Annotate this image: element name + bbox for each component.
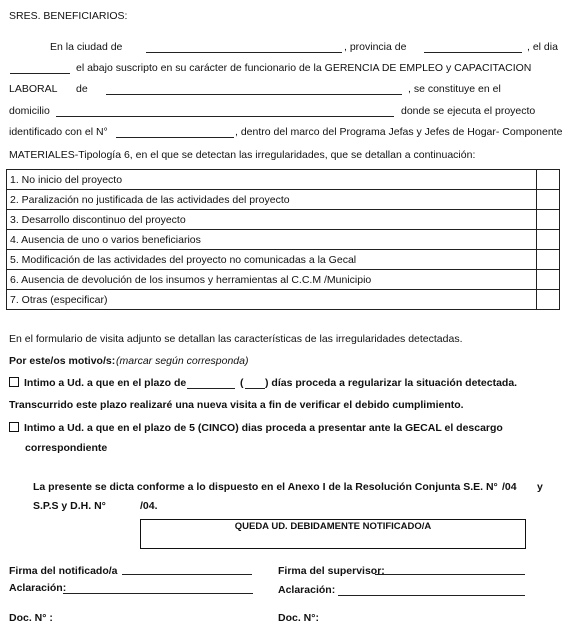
follow-up-text: Transcurrido este plazo realizaré una nueva visita a fin de verificar el debido cumplimiento. [9,399,464,411]
option-regularize-text: Intimo a Ud. a que en el plazo de [24,377,187,389]
table-row [7,250,560,270]
irregularity-checkbox[interactable] [537,210,560,230]
table-row [7,230,560,250]
irregularity-label: 5. Modificación de las actividades del proyecto no comunicadas a la Gecal [7,250,537,270]
notice-text: QUEDA UD. DEBIDAMENTE NOTIFICADO/A [234,521,432,532]
option-discharge-text: Intimo a Ud. a que en el plazo de 5 (CINCO) dias proceda a presentar ante la GECAL el descargo [24,422,503,434]
reason-hint: (marcar según corresponda) [116,355,249,367]
reason-label: Por este/os motivo/s: [9,355,116,367]
irregularity-checkbox[interactable] [537,170,560,190]
intro-id-label: identificado con el N° [9,126,108,138]
greeting: SRES. BENEFICIARIOS: [9,10,128,22]
supervisor-clarification-label: Aclaración: [278,584,336,596]
intro-city-label: En la ciudad de [50,41,123,53]
option-regularize-tail: ) días proceda a regularizar la situación detectada. [265,377,518,389]
table-row [7,210,560,230]
resolution-year: /04 [502,481,517,493]
intro-constitutes-label: , se constituye en el [408,83,501,95]
option-discharge-line2: correspondiente [25,442,108,454]
irregularity-label: 6. Ausencia de devolución de los insumos y herramientas al C.C.M /Municipio [7,270,537,290]
notified-clarification-field[interactable] [63,593,253,594]
intro-day-label: , el dia [527,41,558,53]
days-words-field[interactable] [245,388,265,389]
irregularity-label: 7. Otras (especificar) [7,290,537,310]
intro-province-label: , provincia de [344,41,407,53]
supervisor-signature-label: Firma del supervisor: [278,565,385,577]
intro-address-label: domicilio [9,105,50,117]
option-discharge [9,422,503,435]
notified-clarification-label: Aclaración: [9,582,67,594]
irregularity-label: 4. Ausencia de uno o varios beneficiarios [7,230,537,250]
option-discharge-checkbox[interactable] [9,422,19,432]
resolution-sps-year: /04. [140,500,158,512]
irregularity-label: 1. No inicio del proyecto [7,170,537,190]
notice-box [140,519,526,549]
date-field[interactable] [10,73,70,74]
address-field[interactable] [56,116,394,117]
irregularity-label: 2. Paralización no justificada de las actividades del proyecto [7,190,537,210]
resolution-text: La presente se dicta conforme a lo dispuesto en el Anexo I de la Resolución Conjunta S.E. N° [33,481,498,493]
official-name-field[interactable] [106,94,402,95]
notified-doc-label: Doc. N° : [9,612,53,624]
intro-official-text: el abajo suscripto en su carácter de funcionario de la GERENCIA DE EMPLEO y CAPACITACION [76,62,532,74]
irregularity-checkbox[interactable] [537,270,560,290]
table-row [7,270,560,290]
irregularities-table [6,169,560,310]
irregularity-checkbox[interactable] [537,290,560,310]
supervisor-clarification-field[interactable] [338,595,525,596]
table-row [7,170,560,190]
irregularity-checkbox[interactable] [537,190,560,210]
supervisor-signature-field[interactable] [375,574,525,575]
intro-typology-text: MATERIALES-Tipología 6, en el que se detectan las irregularidades, que se detallan a continuación: [9,149,476,161]
project-number-field[interactable] [116,137,234,138]
intro-laboral-label: LABORAL [9,83,58,95]
resolution-sps: S.P.S y D.H. N° [33,500,106,512]
visit-note: En el formulario de visita adjunto se detallan las características de las irregularidades detectadas. [9,333,463,345]
intro-project-label: donde se ejecuta el proyecto [401,105,536,117]
table-row [7,190,560,210]
supervisor-doc-label: Doc. N°: [278,612,319,624]
days-field[interactable] [187,388,235,389]
notified-signature-field[interactable] [122,574,252,575]
resolution-and: y [537,481,543,493]
city-field[interactable] [146,52,342,53]
irregularity-checkbox[interactable] [537,250,560,270]
option-regularize-checkbox[interactable] [9,377,19,387]
days-paren-open: ( [240,377,244,389]
table-row [7,290,560,310]
notified-signature-label: Firma del notificado/a [9,565,118,577]
intro-de-label: de [76,83,88,95]
province-field[interactable] [424,52,522,53]
intro-program-text: , dentro del marco del Programa Jefas y Jefes de Hogar- Componente [235,126,563,138]
option-regularize [9,377,186,390]
irregularity-label: 3. Desarrollo discontinuo del proyecto [7,210,537,230]
irregularity-checkbox[interactable] [537,230,560,250]
